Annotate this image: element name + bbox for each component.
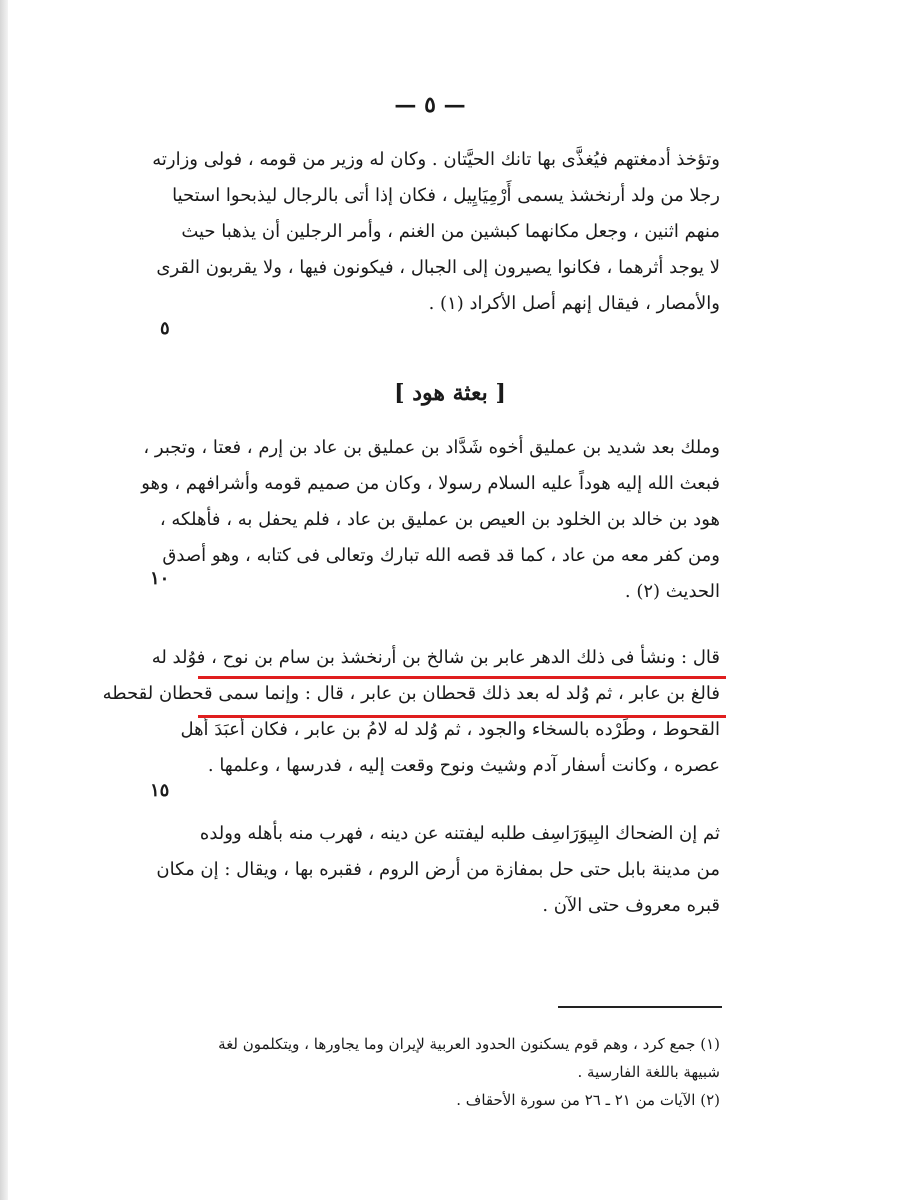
- text-line: من مدينة بابل حتى حل بمفازة من أرض الروم ، فقبره بها ، ويقال : إن مكان: [156, 859, 720, 880]
- text-line: هود بن خالد بن الخلود بن العيص بن عمليق بن عاد ، فلم يحفل به ، فأهلكه ،: [159, 509, 720, 530]
- footnote-1-continued: شبيهة باللغة الفارسية .: [577, 1063, 720, 1081]
- text-line: وتؤخذ أدمغتهم فيُغذَّى بها تانك الحيَّتان . وكان له وزير من قومه ، فولى وزارته: [152, 149, 720, 170]
- text-line-highlighted: فالغ بن عابر ، ثم وُلد له بعد ذلك قحطان بن عابر ، قال : وإنما سمى قحطان لقحطه: [102, 683, 720, 704]
- footnotes: [203, 1030, 720, 1114]
- margin-line-number-15: ١٥: [150, 780, 170, 801]
- text-line: لا يوجد أثرهما ، فكانوا يصيرون إلى الجبال ، فيكونون فيها ، ولا يقربون القرى: [156, 257, 720, 278]
- text-line: منهم اثنين ، وجعل مكانهما كبشين من الغنم ، وأمر الرجلين أن يذهبا حيث: [181, 221, 720, 242]
- section-heading: [ بعثة هود ]: [394, 380, 506, 406]
- text-line: عصره ، وكانت أسفار آدم وشيث ونوح وقعت إليه ، فدرسها ، وعلمها .: [207, 755, 720, 776]
- paragraph-4: [156, 816, 720, 924]
- text-line: قبره معروف حتى الآن .: [542, 895, 720, 916]
- paragraph-1: [152, 142, 720, 322]
- text-line: الحديث (٢) .: [624, 581, 720, 602]
- footnote-2: (٢) الآيات من ٢١ ـ ٢٦ من سورة الأحقاف .: [456, 1091, 720, 1109]
- margin-line-number-10: ١٠: [150, 568, 170, 589]
- footnote-1: (١) جمع كرد ، وهم قوم يسكنون الحدود العربية لإيران وما يجاورها ، ويتكلمون لغة: [218, 1035, 720, 1053]
- footnote-rule: [558, 1006, 722, 1008]
- text-line: القحوط ، وطَرْده بالسخاء والجود ، ثم وُلد له لامُ بن عابر ، فكان أعبَدَ أهل: [180, 719, 720, 740]
- text-line: وملك بعد شديد بن عمليق أخوه شَدَّاد بن عمليق بن عاد بن إرم ، فعتا ، وتجبر ،: [143, 437, 720, 458]
- red-underline-1: [198, 676, 726, 679]
- red-underline-2: [198, 715, 726, 718]
- text-line: والأمصار ، فيقال إنهم أصل الأكراد (١) .: [428, 293, 720, 314]
- text-line: ومن كفر معه من عاد ، كما قد قصه الله تبارك وتعالى فى كتابه ، وهو أصدق: [162, 545, 720, 566]
- text-line: فبعث الله إليه هوداً عليه السلام رسولا ، وكان من صميم قومه وأشرافهم ، وهو: [141, 473, 720, 494]
- text-line: رجلا من ولد أرنخشذ يسمى أَرْمِيَايِيل ، فكان إذا أتى بالرجال ليذبحوا استحيا: [172, 185, 720, 206]
- text-line-highlighted: قال : ونشأ فى ذلك الدهر عابر بن شالخ بن أرنخشذ بن سام بن نوح ، فوُلد له: [151, 647, 720, 668]
- paragraph-3: [102, 640, 720, 784]
- page-edge-shadow: [0, 0, 8, 1200]
- page-number: — ٥ —: [394, 92, 466, 118]
- text-line: ثم إن الضحاك البِيوَرَاسِف طلبه ليفتنه عن دينه ، فهرب منه بأهله وولده: [199, 823, 720, 844]
- margin-line-number-5: ٥: [160, 318, 170, 339]
